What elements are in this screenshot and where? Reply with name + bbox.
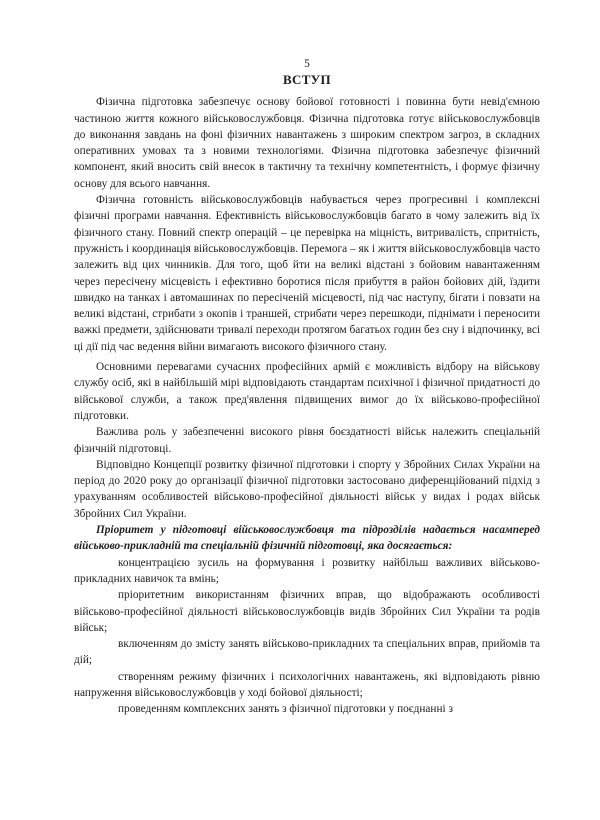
paragraph-1: Фізична підготовка забезпечує основу бойової готовності і повинна бути невід'ємною частиною життя кожного військовослужбовця. Фізична підготовка готує військовослужбовців до виконання завдань на фоні фізичних навантажень з широким спектром загроз, в складних оперативних умовах та з новими технологіями. Фізична підготовка забезпечує фізичний компонент, який вносить свій внесок в тактичну та технічну компетентність, і формує фізичну основу для всього навчання. [74, 96, 540, 190]
list-item: проведенням комплексних занять з фізичної підготовки у поєднанні з [118, 703, 453, 716]
section-title: ВСТУП [283, 72, 331, 87]
paragraph-4: Важлива роль у забезпеченні високого рівня боєздатності військ належить спеціальній фізичній підготовці. [74, 426, 540, 455]
paragraph-5: Відповідно Концепції розвитку фізичної підготовки і спорту у Збройних Силах України на період до 2020 року до організації фізичної підготовки застосовано диференційований підхід з урахуванням особливостей військово-професійної діяльності військ у видах і родах військ Збройних Сил України. [74, 458, 540, 520]
list-item: пріоритетним використанням фізичних вправ, що відображають особливості військово-професійної діяльності військовослужбовців видів Збройних Сил України та родів військ; [74, 589, 540, 634]
priority-heading: Пріоритет у підготовці військовослужбовця та підрозділів надається насамперед військово-прикладній та спеціальній фізичній підготовці, яка досягається: [74, 524, 540, 553]
paragraph-3: Основними перевагами сучасних професійних армій є можливість відбору на військову службу осіб, які в найбільшій мірі відповідають стандартам психічної і фізичної придатності до військової служби, а також пред'явлення підвищених вимог до їх військово-професійної підготовки. [74, 361, 540, 422]
list-item: включенням до змісту занять військово-прикладних та спеціальних вправ, прийомів та дій; [74, 638, 540, 667]
list-item: концентрацією зусиль на формування і розвитку найбільш важливих військово-прикладних навичок та вмінь; [74, 556, 540, 585]
paragraph-2: Фізична готовність військовослужбовців набувається через прогресивні і комплексні фізичні програми навчання. Ефективність військовослужбовців багато в чому залежить від їх фізичного стану. Повний спектр операцій – це перевірка на міцність, витривалість, спритність, пружність і координація військовослужбовців. Перемога – як і життя військовослужбовців часто залежить від цих чинників. Для того, щоб йти на великі відстані з бойовим навантаженням через пересічену місцевість і ефективно боротися після прибуття в район бойових дій, їздити швидко на танках і автомашинах по пересіченій місцевості, під час наступу, бігати і повзати на великі відстані, стрибати з окопів і траншей, стрибати через перешкоди, піднімати і переносити важкі предмети, здійснювати тривалі переходи протягом багатьох годин без сну і відпочинку, всі ці дії під час ведення війни вимагають високого фізичного стану. [74, 194, 540, 353]
list-item: створенням режиму фізичних і психологічних навантажень, які відповідають рівню напруження військовослужбовців у ході бойової діяльності; [74, 670, 540, 699]
page-number: 5 [304, 58, 310, 70]
